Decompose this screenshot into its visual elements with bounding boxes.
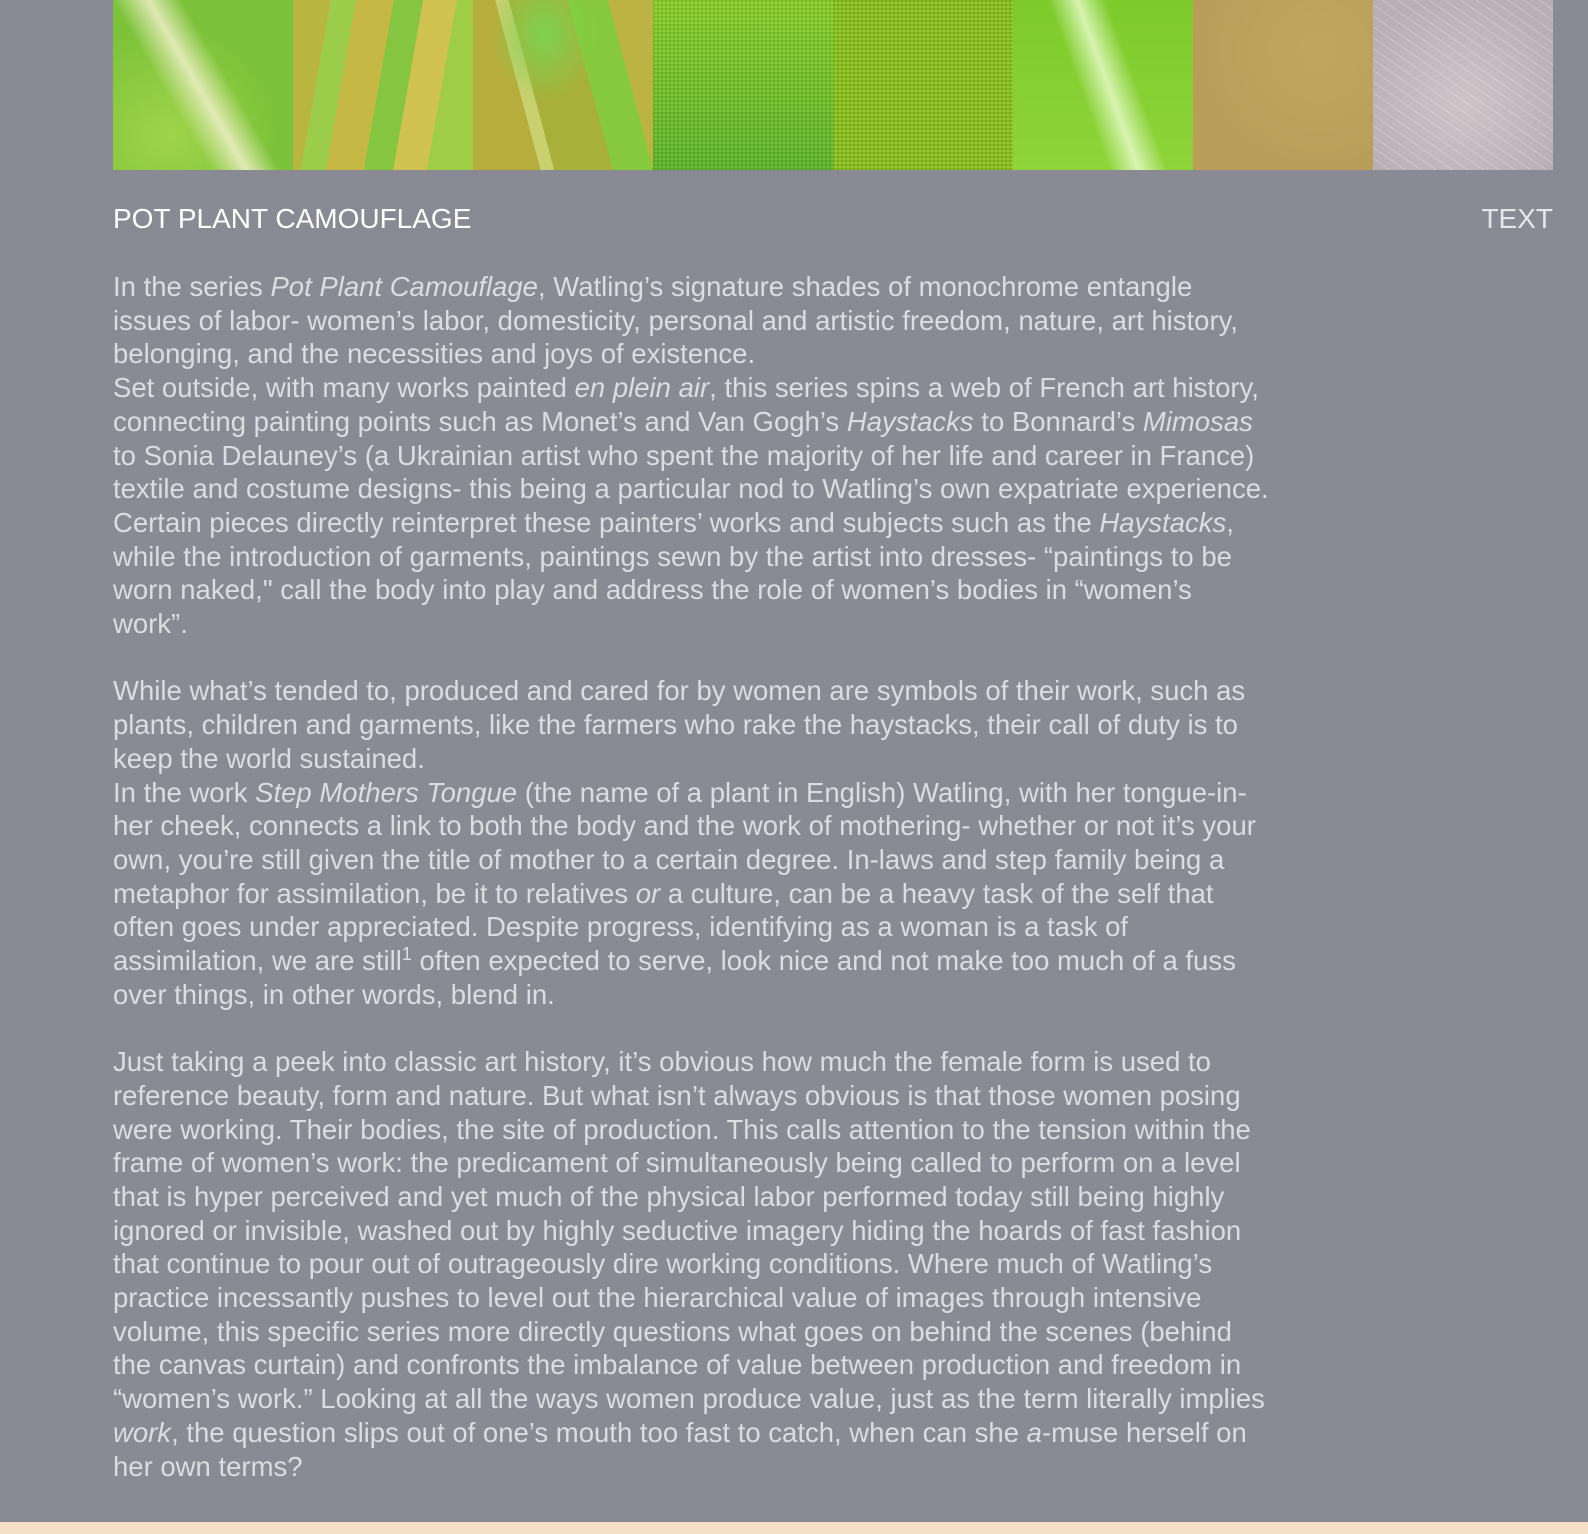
painting-detail-4[interactable] [653,0,833,170]
painting-detail-7[interactable] [1193,0,1373,170]
page-title: POT PLANT CAMOUFLAGE [113,203,472,234]
painting-detail-2[interactable] [293,0,473,170]
paragraph-2: Set outside, with many works painted en plein air, this series spins a web of French art history, connecting painting points such as Monet’s and Van Gogh’s Haystacks to Bonnard’s Mimosas to Sonia Delauney’s (a Ukrainian artist who spent the majority of her life and career in France) textile and costume designs- this being a particular nod to Watling’s own expatriate experience. Certain pieces directly reinterpret these painters’ works and subjects such as the Haystacks, while the introduction of garments, paintings sewn by the artist into dresses- “paintings to be worn naked," call the body into play and address the role of women’s bodies in “women’s work”. [113,372,1269,640]
footnote-marker[interactable]: 1 [401,943,412,964]
text-link[interactable]: TEXT [1481,203,1553,234]
footer-bar [0,1522,1588,1534]
painting-detail-5[interactable] [833,0,1013,170]
work-title: Step Mothers Tongue [255,776,518,808]
painting-detail-3[interactable] [473,0,653,170]
paragraph-1: In the series Pot Plant Camouflage, Watling’s signature shades of monochrome entangle issues of labor- women’s labor, domesticity, personal and artistic freedom, nature, art history, belonging, and the necessities and joys of existence. [113,271,1238,370]
image-strip [113,0,1553,170]
painting-detail-6[interactable] [1013,0,1193,170]
paragraph-3: While what’s tended to, produced and cared for by women are symbols of their work, such as plants, children and garments, like the farmers who rake the haystacks, their call of duty is to keep the world sustained. [113,675,1246,774]
series-title: Pot Plant Camouflage [270,271,538,302]
painting-detail-8[interactable] [1373,0,1553,170]
painting-detail-1[interactable] [113,0,293,170]
paragraph-4: In the work Step Mothers Tongue (the name of a plant in English) Watling, with her tongue-in-her cheek, connects a link to both the body and the work of mothering- whether or not it’s your own, you’re still given the title of mother to a certain degree. In-laws and step family being a metaphor for assimilation, be it to relatives or a culture, can be a heavy task of the self that often goes under appreciated. Despite progress, identifying as a woman is a task of assimilation, we are still$^1$ often expected to serve, look nice and not make too much of a fuss over things, in other words, blend in. [113,776,1256,1010]
article-body [113,270,1273,1483]
paragraph-5: Just taking a peek into classic art history, it’s obvious how much the female form is used to reference beauty, form and nature. But what isn’t always obvious is that those women posing were working. Their bodies, the site of production. This calls attention to the tension within the frame of women’s work: the predicament of simultaneously being called to perform on a level that is hyper perceived and yet much of the physical labor performed today still being highly ignored or invisible, washed out by highly seductive imagery hiding the hoards of fast fashion that continue to pour out of outrageously dire working conditions. Where much of Watling’s practice incessantly pushes to level out the hierarchical value of images through intensive volume, this specific series more directly questions what goes on behind the scenes (behind the canvas curtain) and confronts the imbalance of value between production and freedom in “women’s work.” Looking at all the ways women produce value, just as the term literally implies work, the question slips out of one’s mouth too fast to catch, when can she a-muse herself on her own terms? [113,1046,1265,1482]
